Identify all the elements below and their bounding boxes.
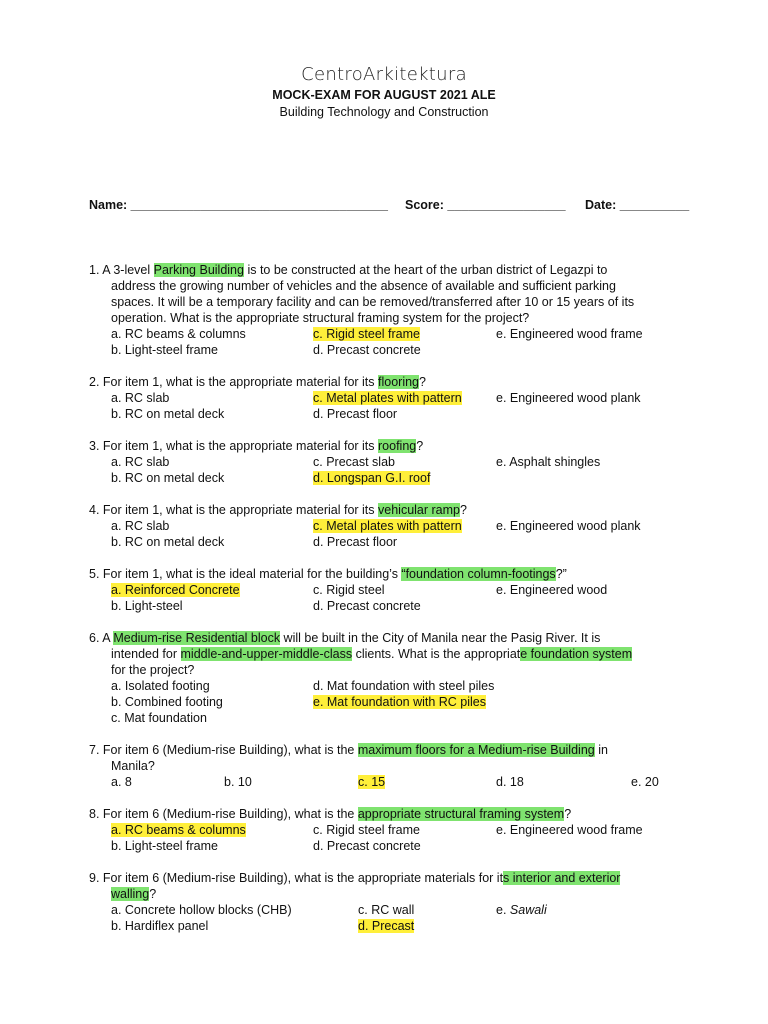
question-text bbox=[111, 294, 634, 310]
text-run: 9. For item 6 (Medium-rise Building), what is the appropriate materials for it bbox=[89, 871, 504, 885]
question-stem bbox=[0, 502, 768, 518]
text-run: e. Engineered wood bbox=[496, 583, 608, 597]
answer-option bbox=[111, 598, 183, 614]
answer-option bbox=[496, 390, 641, 406]
question-5 bbox=[0, 566, 768, 614]
exam-subtitle: Building Technology and Construction bbox=[279, 105, 489, 119]
answer-option bbox=[496, 582, 607, 598]
text-run: c. RC wall bbox=[358, 903, 415, 917]
option-row bbox=[0, 582, 768, 598]
term-highlight: maximum floors for a Medium-rise Building bbox=[357, 743, 595, 757]
option-row bbox=[0, 470, 768, 486]
option-row bbox=[0, 342, 768, 358]
option-row bbox=[0, 838, 768, 854]
text-run: c. Mat foundation bbox=[111, 711, 207, 725]
option-row bbox=[0, 454, 768, 470]
question-stem-continued bbox=[0, 886, 768, 902]
question-9 bbox=[0, 870, 768, 934]
text-run: Manila? bbox=[111, 759, 155, 773]
text-run: 2. For item 1, what is the appropriate material for its bbox=[89, 375, 379, 389]
term-highlight: s interior and exterior bbox=[503, 871, 621, 885]
answer-option bbox=[224, 774, 252, 790]
question-stem-continued bbox=[0, 310, 768, 326]
answer-highlight: c. Metal plates with pattern bbox=[313, 391, 462, 405]
answer-option bbox=[111, 678, 210, 694]
text-run: a. RC slab bbox=[111, 455, 170, 469]
answer-option bbox=[313, 390, 462, 406]
question-text bbox=[89, 870, 620, 886]
option-row bbox=[0, 390, 768, 406]
question-stem bbox=[0, 806, 768, 822]
text-run: a. RC slab bbox=[111, 519, 170, 533]
text-run: clients. What is the appropriat bbox=[352, 647, 521, 661]
answer-option bbox=[313, 518, 462, 534]
text-run: ? bbox=[419, 375, 426, 389]
text-run: b. Light-steel frame bbox=[111, 343, 218, 357]
option-row bbox=[0, 822, 768, 838]
text-run: d. Precast floor bbox=[313, 535, 398, 549]
answer-option bbox=[631, 774, 659, 790]
text-run: d. Precast concrete bbox=[313, 599, 421, 613]
answer-highlight: a. Reinforced Concrete bbox=[111, 583, 240, 597]
question-text bbox=[111, 646, 632, 662]
text-run: 4. For item 1, what is the appropriate material for its bbox=[89, 503, 379, 517]
answer-option bbox=[358, 902, 414, 918]
answer-option bbox=[313, 694, 486, 710]
answer-option bbox=[496, 326, 643, 342]
answer-highlight: c. Metal plates with pattern bbox=[313, 519, 462, 533]
text-run: b. RC on metal deck bbox=[111, 535, 225, 549]
text-run: e. 20 bbox=[631, 775, 659, 789]
text-run: 7. For item 6 (Medium-rise Building), what is the bbox=[89, 743, 358, 757]
option-row bbox=[0, 918, 768, 934]
question-text bbox=[89, 502, 467, 518]
answer-option bbox=[111, 406, 224, 422]
answer-option bbox=[313, 598, 421, 614]
question-text bbox=[89, 566, 567, 582]
text-run: d. Precast floor bbox=[313, 407, 398, 421]
question-stem-continued bbox=[0, 294, 768, 310]
text-run: b. Light-steel bbox=[111, 599, 183, 613]
answer-option bbox=[358, 774, 385, 790]
text-run: 1. A 3-level bbox=[89, 263, 154, 277]
answer-option bbox=[111, 694, 223, 710]
answer-option bbox=[111, 902, 292, 918]
text-run: e. Engineered wood frame bbox=[496, 327, 643, 341]
answer-option bbox=[111, 342, 218, 358]
text-run: c. Rigid steel frame bbox=[313, 823, 420, 837]
answer-option bbox=[496, 518, 641, 534]
answer-option bbox=[111, 326, 246, 342]
exam-title: MOCK-EXAM FOR AUGUST 2021 ALE bbox=[272, 88, 496, 102]
answer-option bbox=[313, 838, 421, 854]
answer-option bbox=[111, 390, 169, 406]
question-2 bbox=[0, 374, 768, 422]
question-text bbox=[111, 758, 155, 774]
answer-option bbox=[358, 918, 414, 934]
question-stem-continued bbox=[0, 662, 768, 678]
answer-option bbox=[313, 678, 494, 694]
answer-option bbox=[313, 406, 397, 422]
question-text bbox=[89, 374, 426, 390]
answer-option bbox=[313, 534, 397, 550]
answer-option bbox=[313, 822, 420, 838]
option-row bbox=[0, 710, 768, 726]
term-highlight: roofing bbox=[378, 439, 417, 453]
answer-option bbox=[111, 470, 224, 486]
name-field: Name: _____________________________________ bbox=[89, 198, 388, 212]
answer-option bbox=[111, 774, 132, 790]
question-8 bbox=[0, 806, 768, 854]
question-4 bbox=[0, 502, 768, 550]
term-highlight: walling bbox=[111, 887, 150, 901]
text-run: e. Engineered wood plank bbox=[496, 519, 641, 533]
brand-logo-text: CentroArkitektura bbox=[301, 64, 467, 85]
text-run: a. RC slab bbox=[111, 391, 170, 405]
option-row bbox=[0, 598, 768, 614]
answer-highlight: c. 15 bbox=[358, 775, 386, 789]
text-run: b. 10 bbox=[224, 775, 252, 789]
text-run: in bbox=[594, 743, 608, 757]
term-highlight: flooring bbox=[378, 375, 420, 389]
answer-highlight: e. Mat foundation with RC piles bbox=[313, 695, 487, 709]
answer-option bbox=[111, 454, 169, 470]
text-run: d. Precast concrete bbox=[313, 343, 421, 357]
text-run: intended for bbox=[111, 647, 181, 661]
text-run: b. Hardiflex panel bbox=[111, 919, 209, 933]
question-text bbox=[111, 278, 616, 294]
text-run: b. RC on metal deck bbox=[111, 407, 225, 421]
question-stem bbox=[0, 374, 768, 390]
answer-option bbox=[496, 454, 600, 470]
text-run: e. Engineered wood plank bbox=[496, 391, 641, 405]
answer-option bbox=[313, 454, 395, 470]
text-run: b. RC on metal deck bbox=[111, 471, 225, 485]
text-run: Sawali bbox=[509, 903, 547, 917]
text-run: c. Rigid steel bbox=[313, 583, 385, 597]
document-header bbox=[0, 64, 768, 121]
option-row bbox=[0, 326, 768, 342]
text-run: b. Combined footing bbox=[111, 695, 223, 709]
question-text bbox=[111, 886, 156, 902]
text-run: will be built in the City of Manila near the Pasig River. It is bbox=[280, 631, 601, 645]
answer-highlight: d. Longspan G.I. roof bbox=[313, 471, 431, 485]
text-run: is to be constructed at the heart of the urban district of Legazpi to bbox=[243, 263, 608, 277]
text-run: ? bbox=[416, 439, 424, 453]
question-text bbox=[89, 630, 600, 646]
answer-option bbox=[111, 534, 224, 550]
text-run: a. Isolated footing bbox=[111, 679, 210, 693]
answer-option bbox=[496, 902, 547, 918]
question-stem-continued bbox=[0, 646, 768, 662]
answer-option bbox=[111, 838, 218, 854]
question-text bbox=[89, 262, 607, 278]
text-run: 3. For item 1, what is the appropriate material for its bbox=[89, 439, 379, 453]
text-run: 5. For item 1, what is the ideal material for the building’s bbox=[89, 567, 402, 581]
text-run: c. Precast slab bbox=[313, 455, 395, 469]
option-row bbox=[0, 902, 768, 918]
question-stem bbox=[0, 870, 768, 886]
term-highlight: “foundation column-footings bbox=[401, 567, 556, 581]
text-run: 8. For item 6 (Medium-rise Building), what is the bbox=[89, 807, 358, 821]
term-highlight: Medium-rise Residential block bbox=[113, 631, 281, 645]
answer-option bbox=[111, 582, 240, 598]
answer-option bbox=[111, 710, 207, 726]
answer-option bbox=[313, 582, 385, 598]
option-row bbox=[0, 518, 768, 534]
answer-option bbox=[313, 342, 421, 358]
text-run: ? bbox=[149, 887, 157, 901]
question-text bbox=[111, 662, 194, 678]
answer-option bbox=[496, 822, 643, 838]
text-run: d. 18 bbox=[496, 775, 524, 789]
question-stem-continued bbox=[0, 278, 768, 294]
text-run: a. Concrete hollow blocks (CHB) bbox=[111, 903, 292, 917]
answer-option bbox=[313, 470, 430, 486]
text-run: a. 8 bbox=[111, 775, 132, 789]
text-run: e. bbox=[496, 903, 510, 917]
question-stem bbox=[0, 262, 768, 278]
score-field: Score: _________________ bbox=[405, 198, 566, 212]
term-highlight: appropriate structural framing system bbox=[357, 807, 565, 821]
text-run: e. Engineered wood frame bbox=[496, 823, 643, 837]
question-3 bbox=[0, 438, 768, 486]
text-run: a. RC beams & columns bbox=[111, 327, 246, 341]
text-run: e. Asphalt shingles bbox=[496, 455, 601, 469]
text-run: b. Light-steel frame bbox=[111, 839, 218, 853]
question-stem bbox=[0, 438, 768, 454]
question-1 bbox=[0, 262, 768, 358]
text-run: for the project? bbox=[111, 663, 195, 677]
answer-option bbox=[111, 822, 246, 838]
term-highlight: Parking Building bbox=[153, 263, 244, 277]
question-text bbox=[89, 806, 571, 822]
text-run: ? bbox=[460, 503, 467, 517]
term-highlight: middle-and-upper-middle-class bbox=[180, 647, 353, 661]
answer-option bbox=[111, 918, 208, 934]
text-run: ?” bbox=[555, 567, 567, 581]
text-run: 6. A bbox=[89, 631, 114, 645]
option-row bbox=[0, 534, 768, 550]
answer-highlight: c. Rigid steel frame bbox=[313, 327, 420, 341]
text-run: spaces. It will be a temporary facility and can be removed/transferred after 10 or 15 years of its bbox=[111, 295, 635, 309]
question-stem bbox=[0, 566, 768, 582]
option-row bbox=[0, 694, 768, 710]
date-field: Date: __________ bbox=[585, 198, 690, 212]
answer-highlight: d. Precast bbox=[358, 919, 415, 933]
question-stem bbox=[0, 742, 768, 758]
option-row bbox=[0, 774, 768, 790]
question-text bbox=[111, 310, 529, 326]
question-text bbox=[89, 438, 423, 454]
term-highlight: e foundation system bbox=[520, 647, 633, 661]
answer-option bbox=[111, 518, 169, 534]
option-row bbox=[0, 678, 768, 694]
answer-option bbox=[313, 326, 420, 342]
answer-option bbox=[496, 774, 524, 790]
question-stem-continued bbox=[0, 758, 768, 774]
question-text bbox=[89, 742, 608, 758]
question-6 bbox=[0, 630, 768, 726]
question-stem bbox=[0, 630, 768, 646]
text-run: d. Mat foundation with steel piles bbox=[313, 679, 495, 693]
text-run: ? bbox=[564, 807, 572, 821]
question-7 bbox=[0, 742, 768, 790]
text-run: address the growing number of vehicles and the absence of available and sufficient parking bbox=[111, 279, 616, 293]
text-run: d. Precast concrete bbox=[313, 839, 421, 853]
answer-highlight: a. RC beams & columns bbox=[111, 823, 246, 837]
option-row bbox=[0, 406, 768, 422]
text-run: operation. What is the appropriate structural framing system for the project? bbox=[111, 311, 530, 325]
term-highlight: vehicular ramp bbox=[378, 503, 460, 517]
